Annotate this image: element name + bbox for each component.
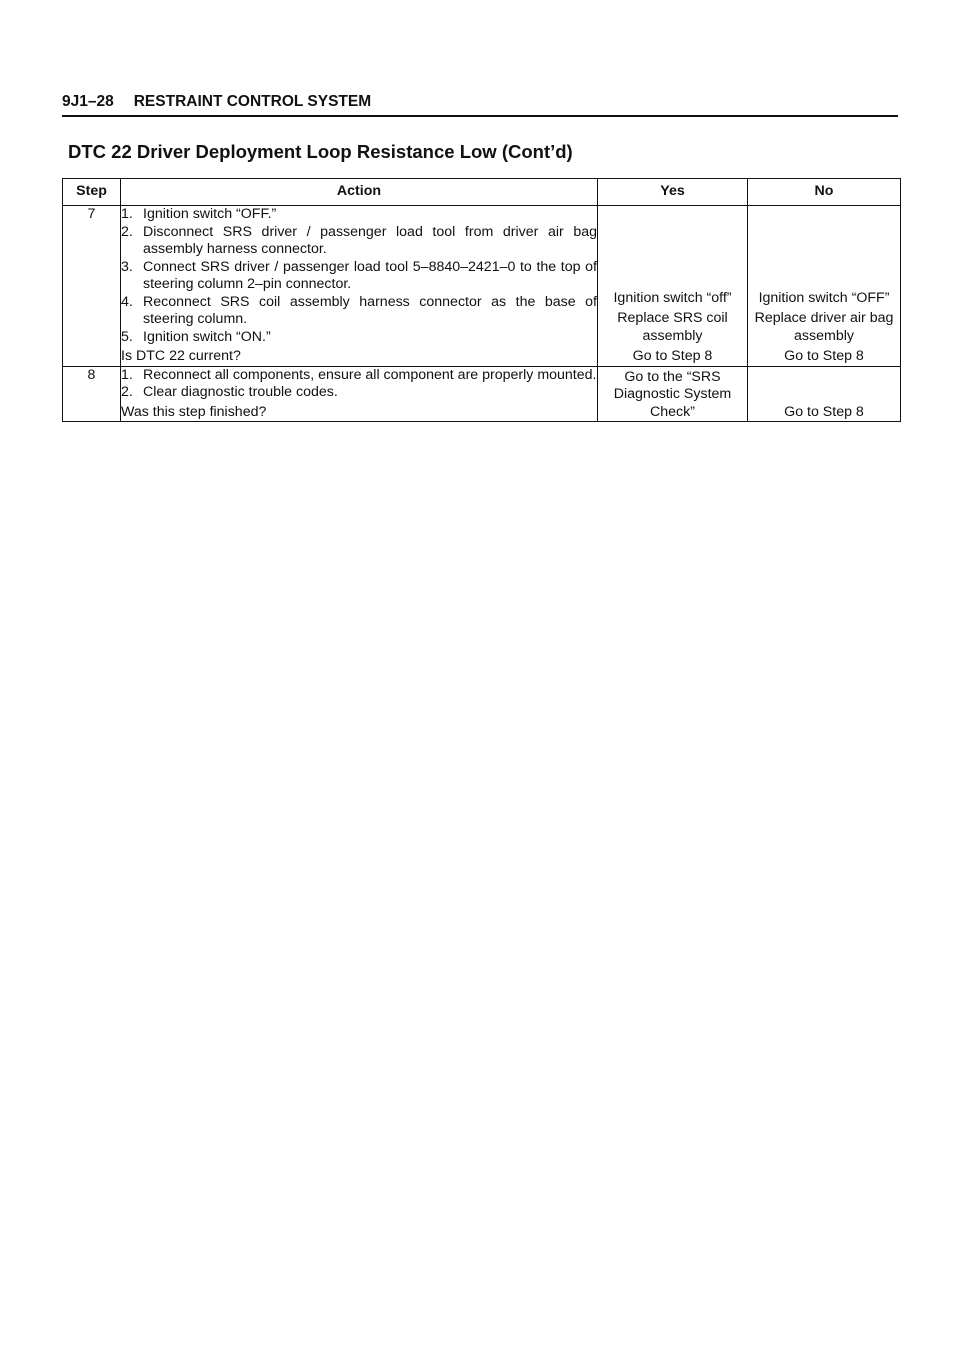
document-title: DTC 22 Driver Deployment Loop Resistance Low (Cont’d) [68,141,573,162]
action-item-text: Disconnect SRS driver / passenger load tool from driver air bag assembly harness connector. [143,223,597,257]
table-header-row [63,179,901,206]
no-result-cell [748,366,901,422]
action-item-number: 4. [121,293,133,310]
section-title: RESTRAINT CONTROL SYSTEM [133,93,372,110]
step-number: 8 [63,366,121,422]
action-item-number: 5. [121,328,133,345]
yes-result-line: Replace SRS coil assembly [617,310,728,344]
yes-result-cell [598,366,748,422]
column-header-yes: Yes [598,179,748,206]
action-item [121,206,597,224]
action-item-text: Ignition switch “OFF.” [143,206,277,222]
action-item-number: 2. [121,384,133,400]
no-result-cell [748,206,901,367]
yes-result-line: Ignition switch “off” [613,289,732,306]
action-item-text: Connect SRS driver / passenger load tool 5–8840–2421–0 to the top of steering column 2–pin connector. [143,258,597,292]
table-row-step-7 [63,206,901,367]
no-result-line: Go to Step 8 [784,403,864,420]
no-result-line: Go to Step 8 [784,348,864,364]
table-row-step-8 [63,366,901,422]
no-result-line: Replace driver air bag assembly [754,310,894,344]
column-header-action: Action [121,179,598,206]
step-number: 7 [63,206,121,367]
action-item-number: 2. [121,223,133,240]
action-item-text: Reconnect all components, ensure all component are properly mounted. [143,366,597,383]
action-item-number: 1. [121,366,133,383]
yes-result-line: Go to Step 8 [632,348,713,364]
action-item-number: 1. [121,206,133,222]
action-item [121,367,597,385]
no-result-line: Ignition switch “OFF” [758,289,890,306]
action-item-text: Reconnect SRS coil assembly harness connector as the base of steering column. [143,293,597,327]
action-item [121,294,597,329]
action-item [121,259,597,294]
column-header-step: Step [63,179,121,206]
page-header [62,92,898,117]
action-cell [121,206,598,367]
action-question: Is DTC 22 current? [121,348,241,364]
action-cell [121,366,598,422]
diagnostic-procedure-table [62,178,901,422]
page-number: 9J1–28 [62,93,114,110]
yes-result-line: Go to the “SRS Diagnostic System Check” [613,368,732,420]
action-question: Was this step finished? [121,403,267,420]
yes-result-cell [598,206,748,367]
action-item-text: Ignition switch “ON.” [143,328,271,345]
action-item [121,224,597,259]
action-item [121,329,597,347]
action-item-number: 3. [121,258,133,275]
action-item-text: Clear diagnostic trouble codes. [143,384,338,400]
column-header-no: No [748,179,901,206]
action-item [121,384,597,402]
